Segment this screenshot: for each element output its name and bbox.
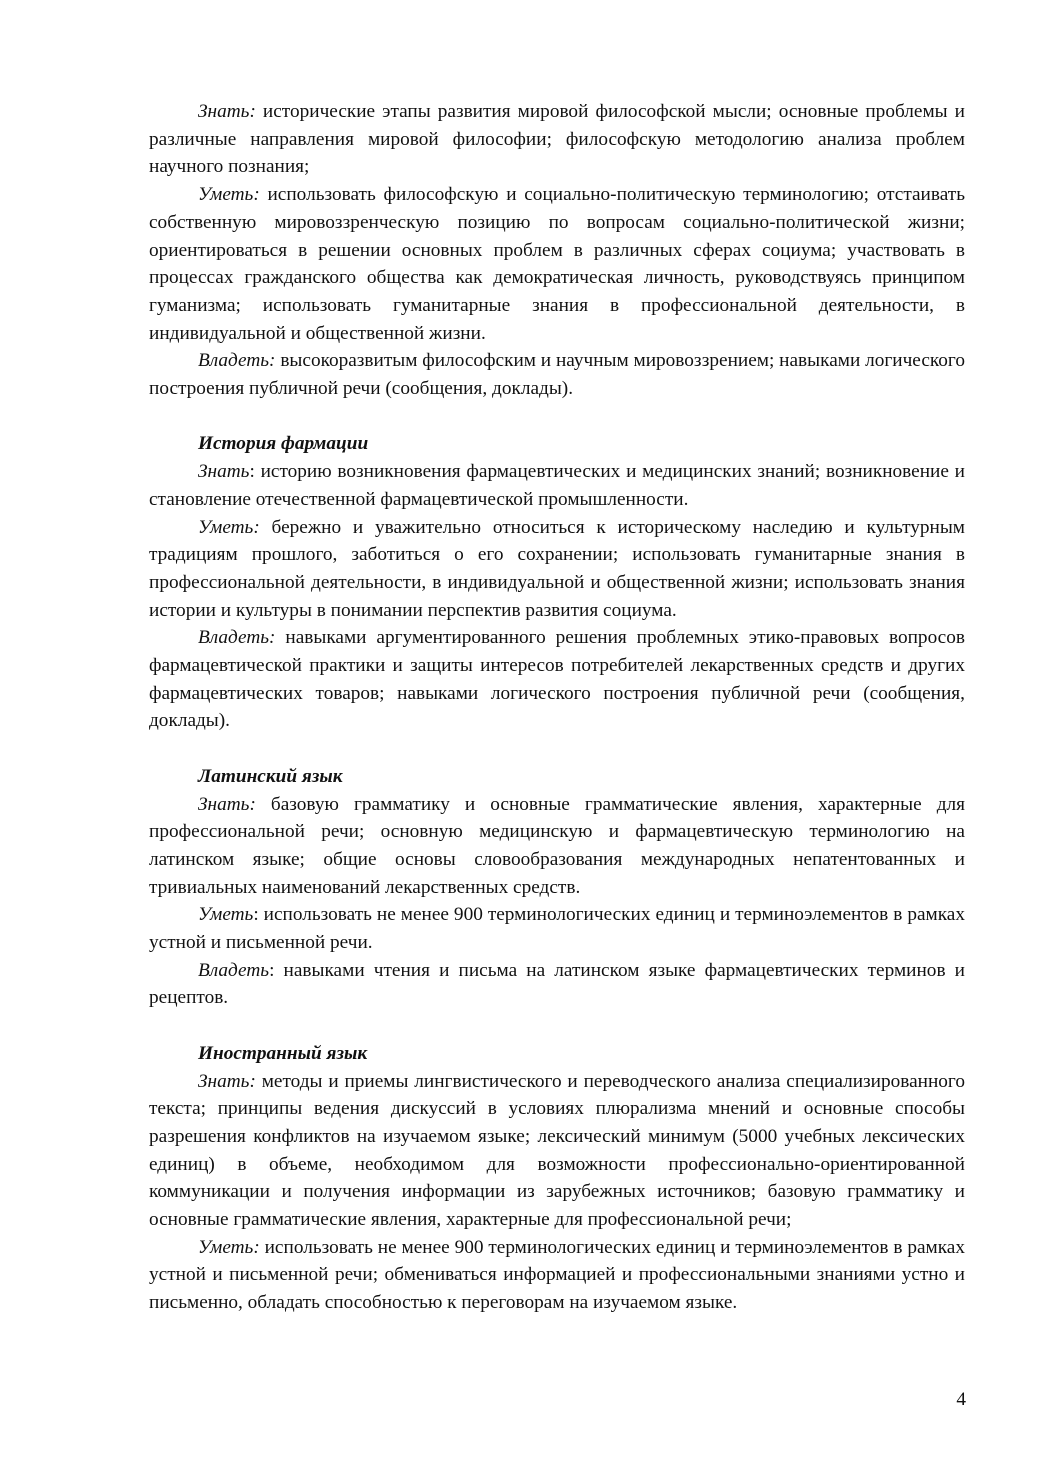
subject-title: Латинский язык [198, 765, 343, 787]
own-text: навыками аргументированного решения проблемных этико-правовых вопросов фармацевтической практики и защиты интересов потребителей лекарственных средств и других фармацевтических товаров; навыками логического построения публичной речи (сообщения, доклады). [149, 627, 965, 732]
know-label: Знать [198, 461, 250, 483]
own-label: Владеть: [198, 627, 276, 649]
page-number: 4 [956, 1389, 966, 1410]
know-label: Знать: [198, 793, 256, 815]
able-paragraph [149, 514, 965, 625]
know-text: : историю возникновения фармацевтических и медицинских знаний; возникновение и становление отечественной фармацевтической промышленности. [149, 461, 965, 510]
able-text: использовать философскую и социально-политическую терминологию; отстаивать собственную мировоззренческую позицию по вопросам социально-политической жизни; ориентироваться в решении основных проблем в различных сферах социума; участвовать в процессах гражданского общества как демократическая личность, руководствуясь принципом гуманизма; использовать гуманитарные знания в профессиональной деятельности, в индивидуальной и общественной жизни. [149, 184, 965, 344]
able-paragraph [149, 901, 965, 956]
own-text: : навыками чтения и письма на латинском языке фармацевтических терминов и рецептов. [149, 959, 965, 1009]
know-text: исторические этапы развития мировой философской мысли; основные проблемы и различные направления мировой философии; философскую методологию анализа проблем научного познания; [149, 101, 965, 178]
able-label: Уметь [198, 904, 254, 926]
own-label: Владеть [198, 959, 270, 981]
own-text: высокоразвитым философским и научным мировоззрением; навыками логического построения публичной речи (сообщения, доклады). [149, 350, 965, 400]
able-text: : использовать не менее 900 терминологических единиц и терминоэлементов в рамках устной и письменной речи. [149, 904, 965, 954]
able-text: использовать не менее 900 терминологических единиц и терминоэлементов в рамках устной и письменной речи; обмениваться информацией и профессиональными знаниями устно и письменно, обладать способностью к переговорам на изучаемом языке. [149, 1236, 965, 1314]
own-paragraph [149, 624, 965, 735]
section-foreign-language [149, 1040, 965, 1317]
know-paragraph [149, 458, 965, 513]
able-label: Уметь: [198, 516, 260, 538]
able-paragraph [149, 1234, 965, 1317]
section-history-of-pharmacy [149, 430, 965, 735]
document-page [149, 98, 965, 1317]
able-label: Уметь: [198, 1236, 260, 1258]
know-paragraph [149, 1068, 965, 1234]
section-philosophy-continued [149, 98, 965, 403]
own-label: Владеть: [198, 350, 276, 372]
able-paragraph [149, 181, 965, 347]
subject-title: Иностранный язык [198, 1042, 368, 1064]
own-paragraph [149, 347, 965, 402]
know-text: базовую грамматику и основные грамматические явления, характерные для профессиональной речи; основную медицинскую и фармацевтическую терминологию на латинском языке; общие основы словообразования международных непатентованных и тривиальных наименований лекарственных средств. [149, 793, 965, 898]
know-label: Знать: [198, 1070, 256, 1092]
know-text: методы и приемы лингвистического и переводческого анализа специализированного текста; принципы ведения дискуссий в условиях плюрализма мнений и основные способы разрешения конфликтов на изучаемом языке; лексический минимум (5000 учебных лексических единиц) в объеме, необходимом для возможности профессионально-ориентированной коммуникации и получения информации из зарубежных источников; базовую грамматику и основные грамматические явления, характерные для профессиональной речи; [149, 1070, 965, 1231]
subject-title: История фармации [198, 433, 369, 455]
section-latin-language [149, 763, 965, 1012]
know-label: Знать: [198, 101, 256, 122]
know-paragraph [149, 98, 965, 181]
able-label: Уметь: [198, 184, 260, 206]
own-paragraph [149, 957, 965, 1012]
able-text: бережно и уважительно относиться к историческому наследию и культурным традициям прошлого, заботиться о его сохранении; использовать гуманитарные знания в профессиональной деятельности, в индивидуальной и общественной жизни; использовать знания истории и культуры в понимании перспектив развития социума. [149, 516, 965, 621]
know-paragraph [149, 791, 965, 902]
